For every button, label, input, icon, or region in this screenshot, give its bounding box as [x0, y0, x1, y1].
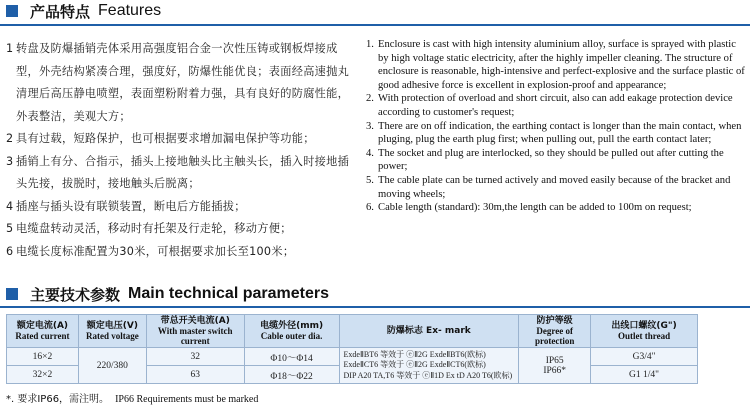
footnote — [6, 390, 258, 405]
feature-number: 2 — [6, 132, 14, 145]
feature-number: 6. — [366, 202, 374, 214]
params-title-zh: 主要技术参数 — [30, 285, 121, 304]
ex-mark-cell — [339, 348, 519, 384]
feature-number: 1. — [366, 39, 374, 50]
ex-mark-line: ExdeⅡCT6 等效于 ⓔⅡ2G ExdeⅡCT6(欧标) — [343, 360, 486, 370]
feature-text: 电缆盘转动灵活，移动时有托架及行走轮，移动方便； — [16, 222, 292, 235]
header-cell: 额定电流(A) Rated current — [7, 315, 79, 348]
header-cell: 额定电压(V) Rated voltage — [78, 315, 146, 348]
square-bullet-icon — [6, 288, 18, 300]
feature-text: There are on off indication, the earthing contact is longer than the main contact, when pluging, plug the earth plug first; when pulling out, pull the earth contact later; — [378, 120, 742, 146]
table-row — [7, 348, 698, 366]
voltage-cell: 220/380 — [78, 348, 146, 384]
feature-item — [366, 174, 746, 201]
footnote-zh: *. 要求IP66，需注明。 — [6, 394, 110, 405]
thread-cell: G1 1/4" — [591, 366, 698, 384]
feature-item — [366, 38, 746, 92]
feature-number: 4 — [6, 199, 14, 213]
header-cell: 电缆外径(mm) Cable outer dia. — [244, 315, 339, 348]
feature-item — [366, 147, 746, 174]
feature-item — [366, 120, 746, 147]
feature-text: The cable plate can be turned actively and moved easily because of the bracket and moving wheels; — [378, 174, 731, 200]
dia-cell: Φ10～Φ14 — [244, 348, 339, 366]
params-title-en: Main technical parameters — [128, 285, 329, 302]
params-header — [0, 283, 750, 305]
feature-number: 6 — [6, 244, 14, 258]
feature-item — [366, 201, 746, 215]
switch-cell: 32 — [146, 348, 244, 366]
feature-number: 2. — [366, 93, 374, 105]
feature-item — [6, 218, 354, 241]
feature-text: Enclosure is cast with high intensity aluminium alloy, surface is sprayed with plastic by high voltage static electricity, after the highly impeller cleaning. The structure of enclosure is reasonable, high-intensive and perfect-explosive and the surface plastic of good adhesive force is excellent in explosion-proof and appearance; — [378, 39, 745, 91]
feature-text: 电缆长度标准配置为30米，可根据要求加长至100米； — [16, 244, 295, 258]
feature-number: 3. — [366, 120, 374, 132]
protection-line: IP65 — [545, 355, 564, 366]
header-cell: 防爆标志 Ex- mark — [339, 315, 519, 348]
square-bullet-icon — [6, 5, 18, 17]
features-title-en: Features — [98, 2, 162, 19]
current-cell: 32×2 — [7, 366, 79, 384]
features-list-en — [366, 38, 746, 215]
features-list-zh — [6, 38, 354, 263]
feature-number: 3 — [6, 154, 14, 168]
ex-mark-line: ExdeⅡBT6 等效于 ⓔⅡ2G ExdeⅡBT6(欧标) — [343, 349, 486, 359]
feature-text: 插销上有分、合指示，插头上接地触头比主触头长，插入时接地插头先接，拔脱时，接地触头后脱离； — [16, 154, 350, 190]
feature-number: 5. — [366, 174, 374, 186]
header-cell: 带总开关电流(A) With master switch current — [146, 315, 244, 348]
feature-number: 1 — [6, 42, 14, 55]
table-header-row — [7, 315, 698, 348]
ex-mark-line: DIP A20 TA,T6 等效于 ⓔⅡ1D Ex tD A20 T6(欧标) — [343, 370, 513, 380]
thread-cell: G3/4" — [591, 348, 698, 366]
switch-cell: 63 — [146, 366, 244, 384]
feature-item — [6, 196, 354, 219]
header-cell: 出线口螺纹(G") Outlet thread — [591, 315, 698, 348]
feature-item — [6, 38, 354, 128]
header-cell: 防护等级 Degree of protection — [519, 315, 591, 348]
feature-item — [366, 92, 746, 119]
protection-cell — [519, 348, 591, 384]
feature-number: 5 — [6, 222, 14, 235]
feature-text: 具有过载，短路保护，也可根据要求增加漏电保护等功能； — [16, 132, 315, 145]
features-title-zh: 产品特点 — [30, 2, 91, 21]
feature-number: 4. — [366, 147, 374, 159]
feature-text: 插座与插头设有联锁装置，断电后方能插拔； — [16, 199, 246, 213]
features-divider — [0, 24, 750, 26]
feature-item — [6, 241, 354, 264]
dia-cell: Φ18～Φ22 — [244, 366, 339, 384]
feature-text: The socket and plug are interlocked, so they should be pulled out after cutting the power; — [378, 147, 724, 173]
feature-item — [6, 128, 354, 151]
footnote-en: IP66 Requirements must be marked — [115, 394, 259, 405]
feature-text: Cable length (standard): 30m,the length can be added to 100m on request; — [378, 202, 692, 214]
features-header — [0, 0, 750, 22]
spec-table — [6, 314, 698, 384]
protection-line: IP66* — [543, 365, 567, 376]
feature-item — [6, 151, 354, 196]
params-divider — [0, 306, 750, 308]
current-cell: 16×2 — [7, 348, 79, 366]
feature-text: 转盘及防爆插销壳体采用高强度铝合金一次性压铸或钢板焊接成型，外壳结构紧凑合理，强度好，防爆性能优良；表面经高速抛丸清理后高压静电喷塑，表面塑粉附着力强，具有良好的防腐性能，外表整洁，美观大方； — [16, 42, 350, 123]
feature-text: With protection of overload and short circuit, also can add eakage protection device according to customer's request; — [378, 93, 733, 118]
